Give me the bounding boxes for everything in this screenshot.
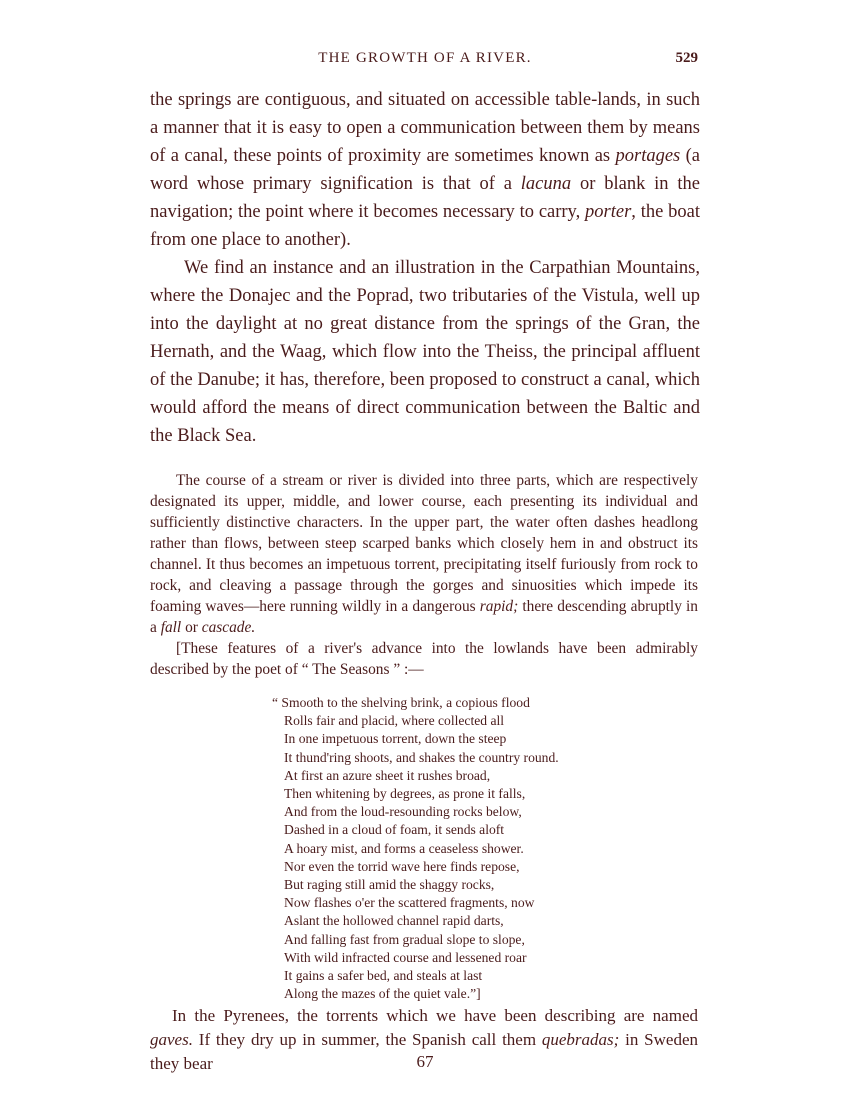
italic-term: lacuna [520, 174, 572, 194]
text-run: there descending abruptly in a [150, 598, 698, 636]
signature-mark: 67 [416, 1052, 434, 1071]
poem-line: A hoary mist, and forms a ceaseless shower. [284, 840, 524, 856]
text-run: If they dry up in summer, the Spanish call them [192, 1030, 542, 1049]
poem-line: “ Smooth to the shelving brink, a copious flood [272, 695, 530, 710]
poem-line: Then whitening by degrees, as prone it falls, [284, 786, 526, 802]
italic-term: porter [585, 202, 632, 222]
poem-line: Aslant the hollowed channel rapid darts, [284, 913, 504, 929]
poem-line: Nor even the torrid wave here finds repose, [284, 858, 520, 874]
poem-line: But raging still amid the shaggy rocks, [284, 877, 495, 893]
poem-line: Now flashes o'er the scattered fragments, now [284, 895, 535, 911]
poem-line: And from the loud-resounding rocks below, [284, 804, 522, 820]
text-run: or blank in the navigation; the point where it becomes necessary to carry, [150, 174, 700, 222]
text-run: the springs are contiguous, and situated on accessible table-lands, in such a manner that it is easy to open a communication between them by means of a canal, these points of proximity are sometimes known as [150, 90, 700, 166]
poem-line: It thund'ring shoots, and shakes the country round. [284, 749, 559, 765]
paragraph-seasons-intro: [These features of a river's advance into the lowlands have been admirably described by the poet of “ The Seasons ” :— [150, 640, 698, 678]
poem-line: It gains a safer bed, and steals at last [284, 968, 483, 984]
poem-line: With wild infracted course and lessened roar [284, 949, 527, 965]
italic-term: gaves. [150, 1030, 193, 1049]
poem-line: Along the mazes of the quiet vale.”] [284, 986, 481, 1002]
running-head [0, 50, 850, 72]
italic-term: portages [615, 146, 681, 166]
main-text-small [150, 470, 698, 680]
poem-line: Rolls fair and placid, where collected all [284, 713, 505, 729]
text-run: The course of a stream or river is divided into three parts, which are respectively designated its upper, middle, and lower course, each presenting its individual and sufficiently distinctive characters. In the upper part, the water often dashes headlong rather than flows, between steep scarped banks which closely hem in and obstruct its channel. It thus becomes an impetuous torrent, precipitating itself furiously from rock to rock, and cleaving a passage through the gorges and sinuosities which impede its foaming waves—here running wildly in a dangerous [150, 472, 698, 615]
paragraph-carpathian: We find an instance and an illustration in the Carpathian Mountains, where the Donajec and the Poprad, two tributaries of the Vistula, well up into the daylight at no great distance from the springs of the Gran, the Hernath, and the Waag, which flow into the Theiss, the principal affluent of the Danube; it has, therefore, been proposed to construct a canal, which would afford the means of direct communication between the Baltic and the Black Sea. [150, 258, 700, 446]
poem-quotation [272, 694, 559, 1003]
text-run: (a word whose primary signification is that of a [150, 146, 700, 194]
text-run: In the Pyrenees, the torrents which we have been describing are named [172, 1006, 698, 1025]
main-text-large [150, 86, 700, 450]
paragraph-river-course [150, 470, 698, 638]
paragraph-portages [150, 86, 700, 254]
text-run: or [181, 619, 202, 636]
poem-line: In one impetuous torrent, down the steep [284, 731, 507, 747]
italic-term: rapid; [479, 598, 519, 615]
page-number: 529 [675, 50, 698, 66]
italic-term: cascade. [201, 619, 256, 636]
poem-line: And falling fast from gradual slope to slope, [284, 931, 525, 947]
poem-line: At first an azure sheet it rushes broad, [284, 767, 491, 783]
running-title: THE GROWTH OF A RIVER. [318, 50, 532, 66]
poem-line: Dashed in a cloud of foam, it sends aloft [284, 822, 505, 838]
text-run: , the boat from one place to another). [150, 202, 700, 250]
text-run: in Sweden they bear [150, 1030, 699, 1073]
italic-term: quebradas; [541, 1030, 620, 1049]
italic-term: fall [160, 619, 182, 636]
